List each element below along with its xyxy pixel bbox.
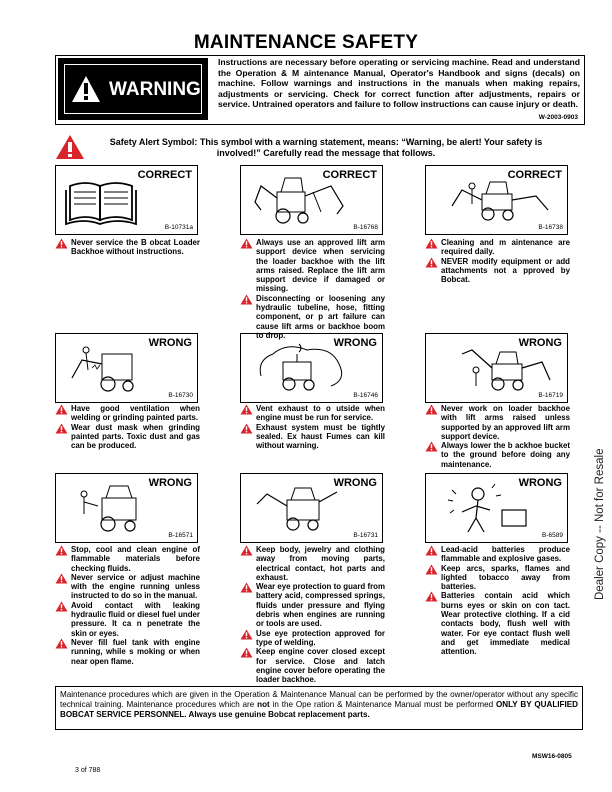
safety-alert-icon [240,647,253,658]
list-item: Avoid contact with leaking hydraulic fluid or diesel fuel under pressure. It ca n penetrate the skin or eyes. [55,601,200,638]
panel-label: WRONG [148,337,192,349]
panel-label: WRONG [333,337,377,349]
notes-8 [240,545,385,684]
maintenance-note-text: Maintenance procedures which are given in the Operation & Maintenance Manual can be performed by the owner/operator without any specific technical training. Maintenance procedures which are not in the Ope ration & Maintenance Manual must be performed ONLY BY QUALIFIED BOBCAT SERVICE PERSONNEL. Always use genuine Bobcat replacement parts. [60,690,578,719]
page-title: MAINTENANCE SAFETY [193,32,419,53]
notes-4 [55,404,200,450]
safety-alert-icon [240,545,253,556]
list-item: Vent exhaust to o utside when engine must be run for service. [240,404,385,423]
page-number: 3 of 788 [75,767,101,774]
panel-6 [425,333,568,403]
warning-code: W-2003-0903 [538,114,578,121]
safety-alert-icon [240,238,253,249]
list-item: Keep body, jewelry and clothing away from moving parts, electrical contact, hot parts and exhaust. [240,545,385,582]
safety-alert-icon [425,545,438,556]
panel-code: B-10731a [164,224,193,231]
panel-code: B-16746 [353,392,378,399]
notes-6 [425,404,570,469]
list-item: Use eye protection approved for type of welding. [240,629,385,648]
notes-9 [425,545,570,657]
safety-alert-icon [55,134,85,160]
warning-label-text: WARNING [109,79,201,100]
safety-alert-icon [55,238,68,249]
safety-alert-icon [425,441,438,452]
notes-7 [55,545,200,666]
safety-alert-icon [240,294,253,305]
list-item: Always use an approved lift arm support device when servicing the loader backhoe with the lift arms raised. Replace the lift arm support device if damaged or missing. [240,238,385,294]
panel-5 [240,333,383,403]
panel-1 [55,165,198,235]
safety-alert-icon [425,238,438,249]
panel-code: B-16719 [538,392,563,399]
safety-alert-icon [55,638,68,649]
panel-8 [240,473,383,543]
panel-2 [240,165,383,235]
list-item: Lead-acid batteries produce flammable and explosive gases. [425,545,570,564]
panel-code: B-16738 [538,224,563,231]
panel-code: B-16730 [168,392,193,399]
panel-9 [425,473,568,543]
list-item: Batteries contain acid which burns eyes or skin on con tact. Wear protective clothing. If a cid contacts body, flush well with water. For eye contact flush well and get immediate medical attention. [425,591,570,656]
panel-code: B-16731 [353,532,378,539]
list-item: Never service or adjust machine with the engine running unless instructed to do so in the manual. [55,573,200,601]
list-item: Stop, cool and clean engine of flammable materials before checking fluids. [55,545,200,573]
watermark-side-text: Dealer Copy -- Not for Resale [594,448,606,600]
book-illustration [62,172,142,227]
safety-alert-icon [425,404,438,415]
warning-label [58,58,208,120]
notes-1 [55,238,200,257]
list-item: Wear eye protection to guard from battery acid, compressed springs, fluids under pressure and flying debris when engines are running or tools are used. [240,582,385,628]
safety-alert-icon [240,423,253,434]
panel-7 [55,473,198,543]
list-item: Disconnecting or loosening any hydraulic tubeline, hose, fitting component, or p art failure can cause lift arms or backhoe boom to drop. [240,294,385,340]
notes-5 [240,404,385,450]
list-item: Keep arcs, sparks, flames and lighted tobacco away from batteries. [425,564,570,592]
notes-2 [240,238,385,340]
warning-text: Instructions are necessary before operating or servicing machine. Read and understand the Operation & M aintenance Manual, Operator's Handbook and signs (decals) on machine. Follow warnings and instructions in the manuals when making repairs, adjustments or servicing. Check for correct function after adjustments, repairs or service. Untrained operators and failure to follow instructions can cause injury or death. [218,57,580,110]
safety-alert-icon [425,257,438,268]
list-item: Never fill fuel tank with engine running, while s moking or when near open flame. [55,638,200,666]
safety-alert-icon [240,629,253,640]
safety-alert-icon [425,564,438,575]
panel-4 [55,333,198,403]
panel-label: CORRECT [137,169,192,181]
fuel-illustration [62,480,162,538]
safety-alert-text: Safety Alert Symbol: This symbol with a warning statement, means: “Warning, be alert! Your safety is involved!” Carefully read the message that follows. [109,137,543,158]
safety-alert-icon [240,582,253,593]
warning-triangle-icon [71,75,101,103]
panel-code: B-6589 [542,532,563,539]
safety-alert-icon [425,591,438,602]
document-code: MSW16-0805 [532,753,572,760]
list-item: Keep engine cover closed except for service. Close and latch engine cover before operating the loader backhoe. [240,647,385,684]
panel-label: CORRECT [507,169,562,181]
safety-alert-icon [55,423,68,434]
list-item: Cleaning and m aintenance are required daily. [425,238,570,257]
panel-3 [425,165,568,235]
panel-code: B-16571 [168,532,193,539]
safety-alert-icon [55,573,68,584]
safety-alert-icon [240,404,253,415]
welding-illustration [62,340,162,398]
safety-alert-icon [55,545,68,556]
list-item: Wear dust mask when grinding painted parts. Toxic dust and gas can be produced. [55,423,200,451]
safety-alert-icon [55,404,68,415]
list-item: Never work on loader backhoe with lift arms raised unless supported by an approved lift arm support device. [425,404,570,441]
list-item: NEVER modify equipment or add attachments not a pproved by Bobcat. [425,257,570,285]
list-item: Exhaust system must be tightly sealed. Ex haust Fumes can kill without warning. [240,423,385,451]
notes-3 [425,238,570,284]
list-item: Always lower the b ackhoe bucket to the ground before doing any maintenance. [425,441,570,469]
list-item: Never service the B obcat Loader Backhoe without instructions. [55,238,200,257]
list-item: Have good ventilation when welding or grinding painted parts. [55,404,200,423]
panel-label: WRONG [518,477,562,489]
panel-label: WRONG [333,477,377,489]
safety-alert-icon [55,601,68,612]
panel-label: WRONG [148,477,192,489]
warning-box [55,55,585,125]
maintenance-note-box [55,686,583,730]
panel-code: B-16768 [353,224,378,231]
panel-label: WRONG [518,337,562,349]
panel-label: CORRECT [322,169,377,181]
